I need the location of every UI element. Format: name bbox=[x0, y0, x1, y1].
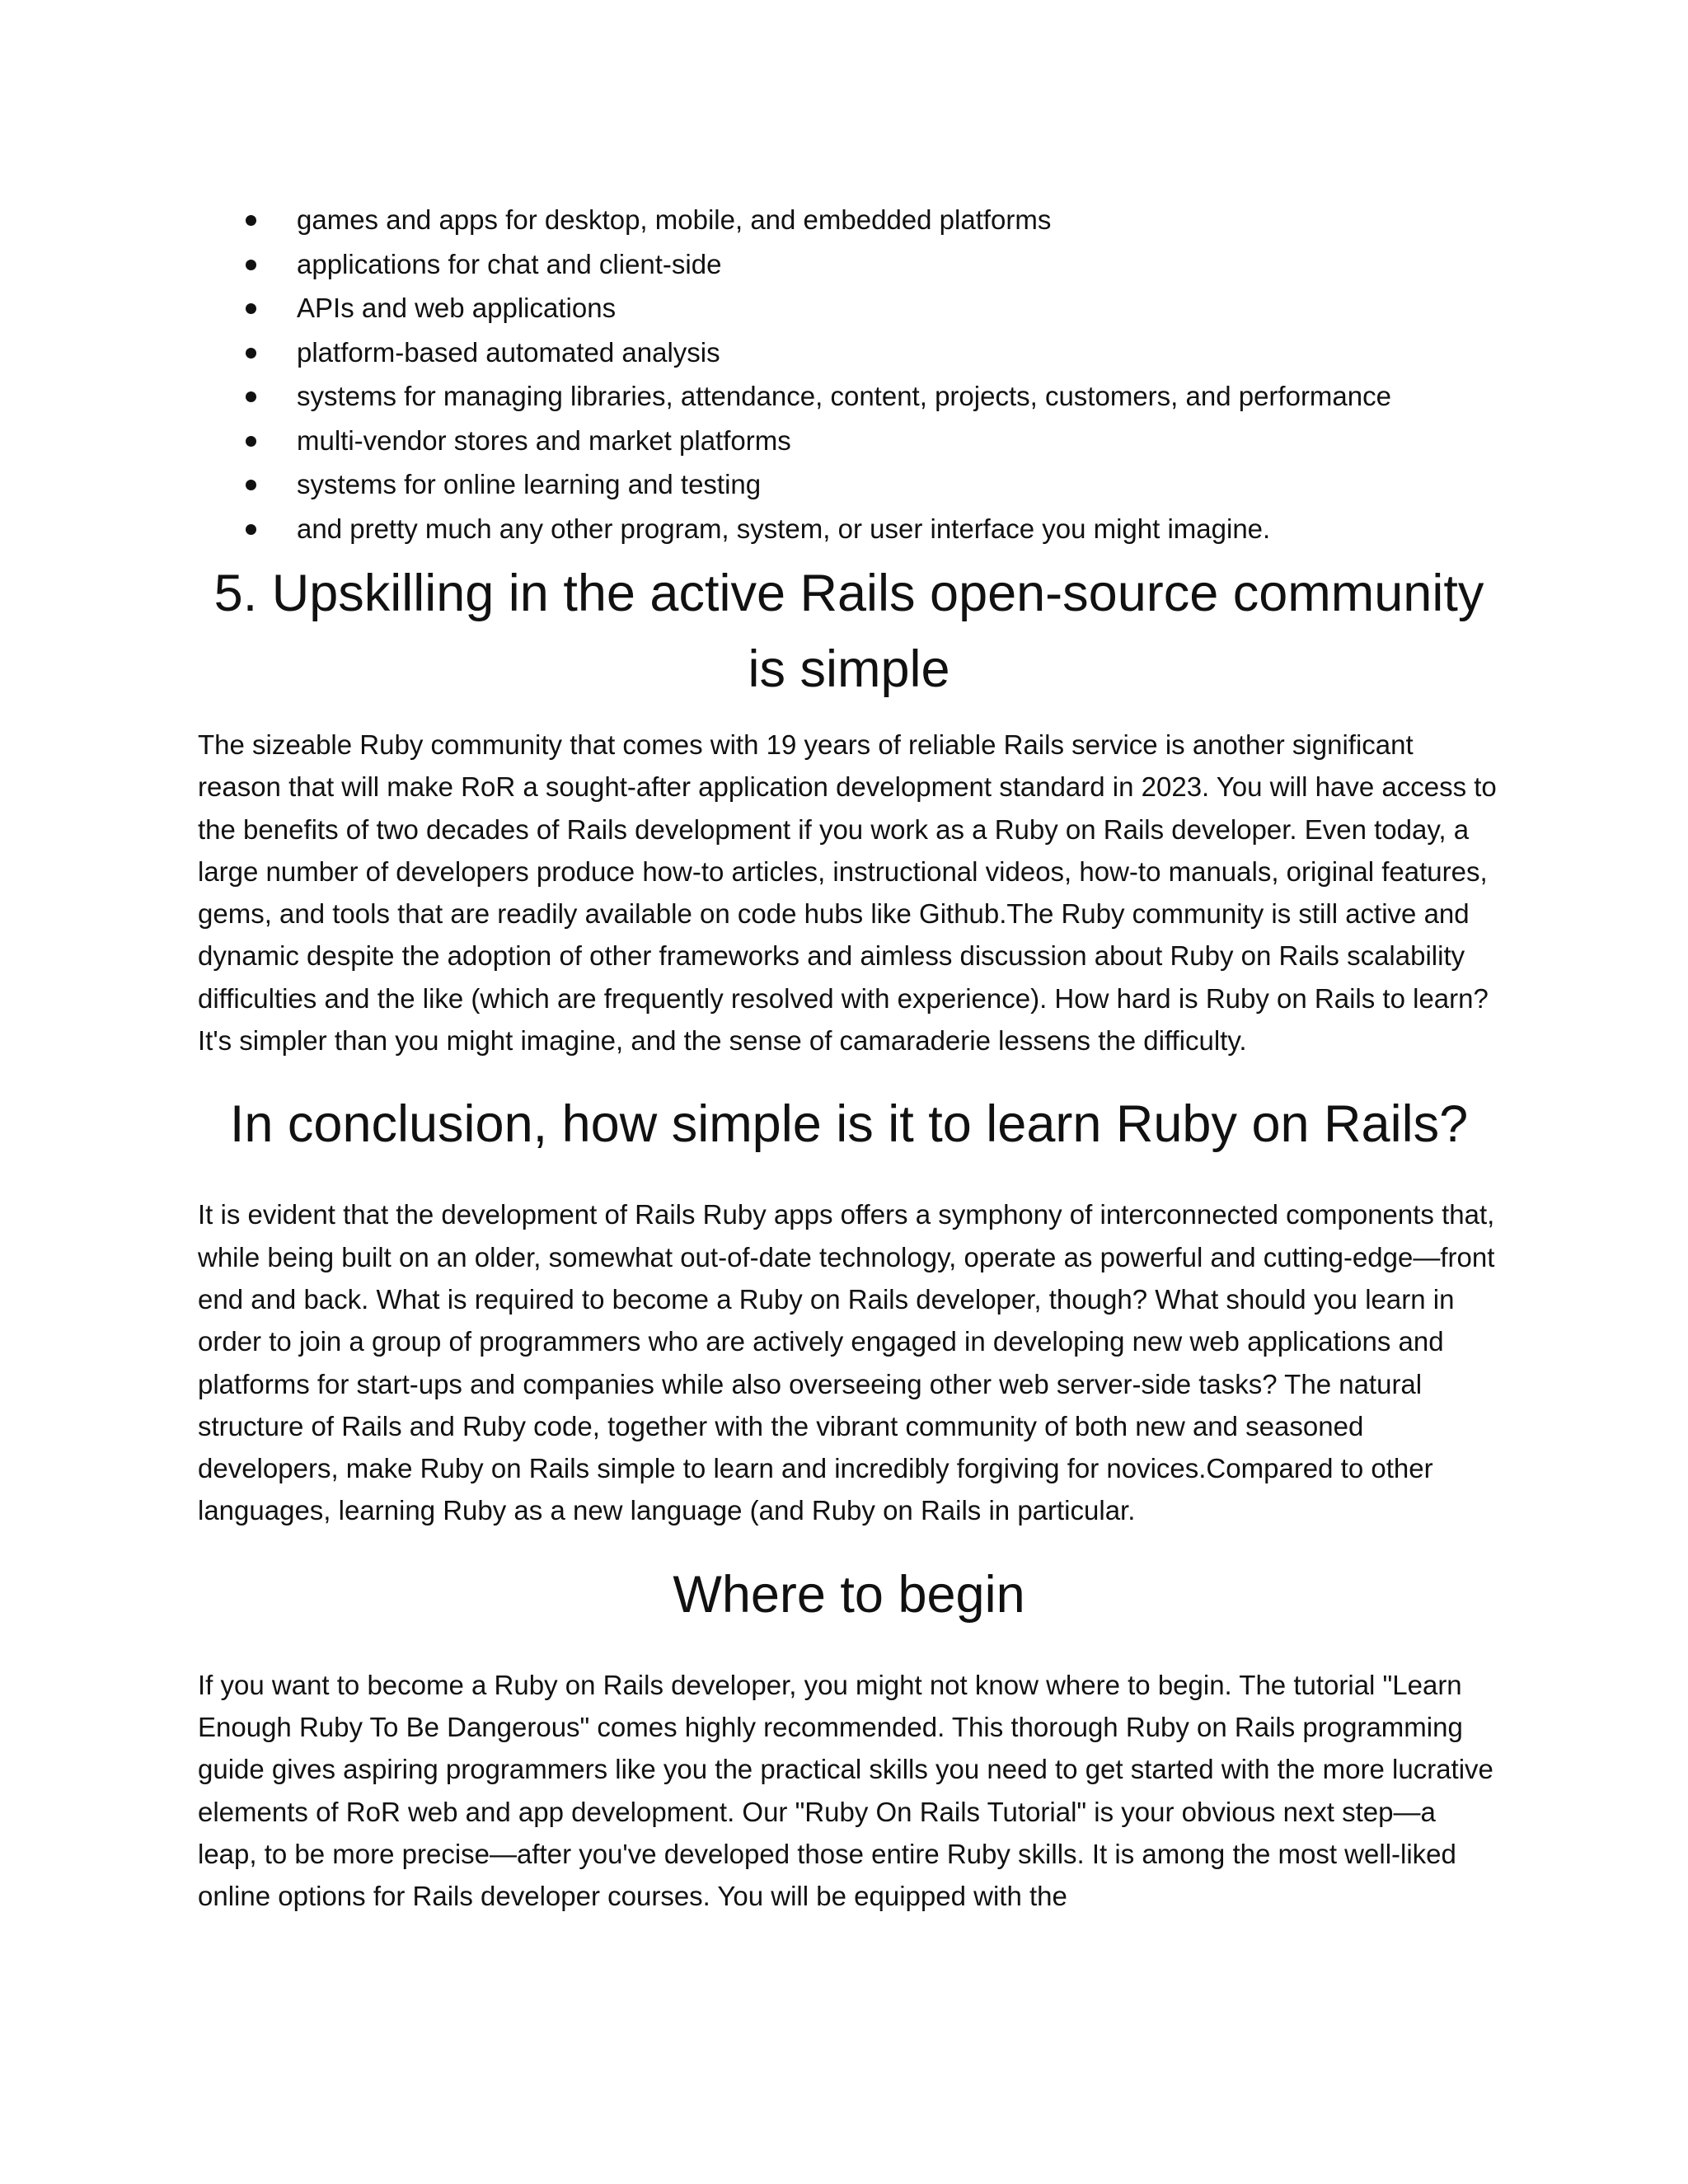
upskilling-heading: 5. Upskilling in the active Rails open-source community is simple bbox=[213, 565, 1484, 698]
list-item-text: multi-vendor stores and market platforms bbox=[297, 424, 791, 456]
list-item bbox=[198, 286, 1500, 330]
list-item bbox=[198, 462, 1500, 507]
list-item bbox=[198, 374, 1500, 419]
where-to-begin-heading: Where to begin bbox=[673, 1565, 1025, 1624]
bullet-icon bbox=[246, 480, 256, 490]
where-to-begin-paragraph: If you want to become a Ruby on Rails developer, you might not know where to begin. The tutorial "Learn Enough Ruby To Be Dangerous" comes highly recommended. This thorough Ruby on Rails programming guide gives aspiring programmers like you the practical skills you need to get started with the more lucrative elements of RoR web and app development. Our "Ruby On Rails Tutorial" is your obvious next step—a leap, to be more precise—after you've developed those entire Ruby skills. It is among the most well-liked online options for Rails developer courses. You will be equipped with the bbox=[198, 1669, 1493, 1912]
bullet-icon bbox=[246, 348, 256, 359]
list-item bbox=[198, 419, 1500, 463]
list-item-text: systems for online learning and testing bbox=[297, 469, 762, 499]
bullet-icon bbox=[246, 436, 256, 447]
list-item-text: systems for managing libraries, attendance, content, projects, customers, and performance bbox=[297, 381, 1391, 411]
list-item bbox=[198, 507, 1500, 551]
list-item bbox=[198, 242, 1500, 287]
upskilling-paragraph: The sizeable Ruby community that comes with 19 years of reliable Rails service is another significant reason that will make RoR a sought-after application development standard in 2023. You will have access to the benefits of two decades of Rails development if you work as a Ruby on Rails developer. Even today, a large number of developers produce how-to articles, instructional videos, how-to manuals, original features, gems, and tools that are readily available on code hubs like Github.The Ruby community is still active and dynamic despite the adoption of other frameworks and aimless discussion about Ruby on Rails scalability difficulties and the like (which are frequently resolved with experience). How hard is Ruby on Rails to learn? It's simpler than you might imagine, and the sense of camaraderie lessens the difficulty. bbox=[198, 729, 1497, 1057]
bullet-icon bbox=[246, 391, 256, 402]
conclusion-heading: In conclusion, how simple is it to learn Ruby on Rails? bbox=[229, 1095, 1469, 1154]
list-item-text: applications for chat and client-side bbox=[297, 248, 722, 279]
bullet-icon bbox=[246, 303, 256, 314]
document-content bbox=[198, 198, 1500, 1918]
conclusion-paragraph: It is evident that the development of Rails Ruby apps offers a symphony of interconnected components that, while being built on an older, somewhat out-of-date technology, operate as powerful and cutting-edge—front end and back. What is required to become a Ruby on Rails developer, though? What should you learn in order to join a group of programmers who are actively engaged in developing new web applications and platforms for start-ups and companies while also overseeing other web server-side tasks? The natural structure of Rails and Ruby code, together with the vibrant community of both new and seasoned developers, make Ruby on Rails simple to learn and incredibly forgiving for novices.Compared to other languages, learning Ruby as a new language (and Ruby on Rails in particular. bbox=[198, 1199, 1495, 1526]
list-item bbox=[198, 198, 1500, 242]
bullet-icon bbox=[246, 524, 256, 535]
bullet-icon bbox=[246, 215, 256, 226]
list-item-text: and pretty much any other program, system, or user interface you might imagine. bbox=[297, 513, 1271, 544]
list-item-text: APIs and web applications bbox=[297, 293, 617, 323]
list-item bbox=[198, 330, 1500, 375]
bullet-icon bbox=[246, 260, 256, 270]
platform-bullet-list bbox=[198, 198, 1500, 551]
list-item-text: games and apps for desktop, mobile, and embedded platforms bbox=[297, 204, 1052, 235]
list-item-text: platform-based automated analysis bbox=[297, 336, 720, 368]
